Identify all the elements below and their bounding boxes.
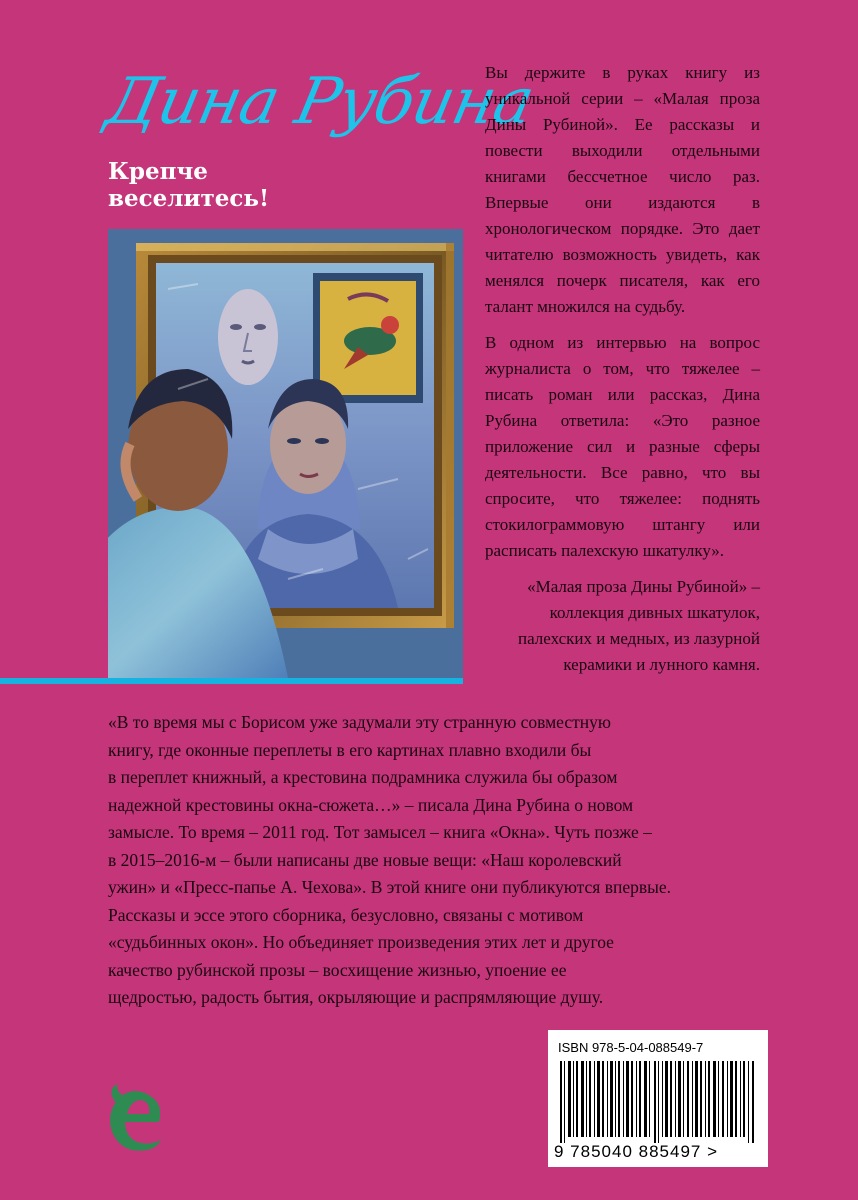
blurb-paragraph: «Малая проза Дины Рубиной» – коллекция дивных шкатулок, палехских и медных, из лазурной керамики и лунного камня. — [517, 577, 760, 674]
isbn-label: ISBN 978-5-04-088549-7 — [558, 1040, 704, 1055]
quote-line: качество рубинской прозы – восхищение жизнью, упоение ее — [108, 959, 567, 980]
title-line-1: Крепче — [108, 158, 208, 185]
quote-block — [108, 709, 748, 1012]
quote-line: щедростью, радость бытия, окрыляющие и распрямляющие душу. — [108, 987, 604, 1007]
accent-rule — [0, 678, 463, 684]
isbn-barcode-box — [548, 1030, 768, 1167]
quote-line: надежной крестовины окна-сюжета…» – писала Дина Рубина о новом — [108, 794, 634, 815]
title-line-2: веселитесь! — [108, 185, 270, 212]
blurb-paragraph: В одном из интервью на вопрос журналиста о том, что тяжелее – писать роман или рассказ, Дина Рубина ответила: «Это разное приложение сил и разные сферы деятельности. Все равно, что вы спросите, что тяжелее: поднять стокилограммовую штангу или расписать палехскую шкатулку». — [485, 333, 760, 560]
quote-line: в 2015–2016-м – были написаны две новые вещи: «Наш королевский — [108, 849, 622, 870]
quote-line: «В то время мы с Борисом уже задумали эту странную совместную — [108, 712, 611, 732]
blurb-paragraph: Вы держите в руках книгу из уникальной серии – «Малая проза Дины Рубиной». Ее рассказы и повести выходили отдельными книгами бессчетное число раз. Впервые они издаются в хронологическом порядке. Это дает читателю возможность увидеть, как менялся почерк писателя, как его талант множился на судьбу. — [485, 63, 760, 316]
quote-line: Рассказы и эссе этого сборника, безусловно, связаны с мотивом — [108, 904, 584, 925]
cover-painting — [108, 229, 463, 678]
barcode-digits: 9 785040 885497 > — [554, 1142, 719, 1161]
quote-line: книгу, где оконные переплеты в его картинах плавно входили бы — [108, 739, 592, 760]
blurb-column — [485, 60, 760, 688]
barcode — [558, 1061, 758, 1143]
eksmo-logo-icon — [105, 1080, 165, 1155]
author-name: Дина Рубина — [100, 65, 540, 139]
quote-line: в переплет книжный, а крестовина подрамника служила бы образом — [108, 767, 618, 787]
quote-line: замысле. То время – 2011 год. Тот замысел – книга «Окна». Чуть позже – — [108, 822, 652, 842]
quote-line: «судьбинных окон». Но объединяет произведения этих лет и другое — [108, 932, 614, 952]
book-title — [108, 158, 408, 212]
quote-line: ужин» и «Пресс-папье А. Чехова». В этой книге они публикуются впервые. — [108, 877, 672, 897]
